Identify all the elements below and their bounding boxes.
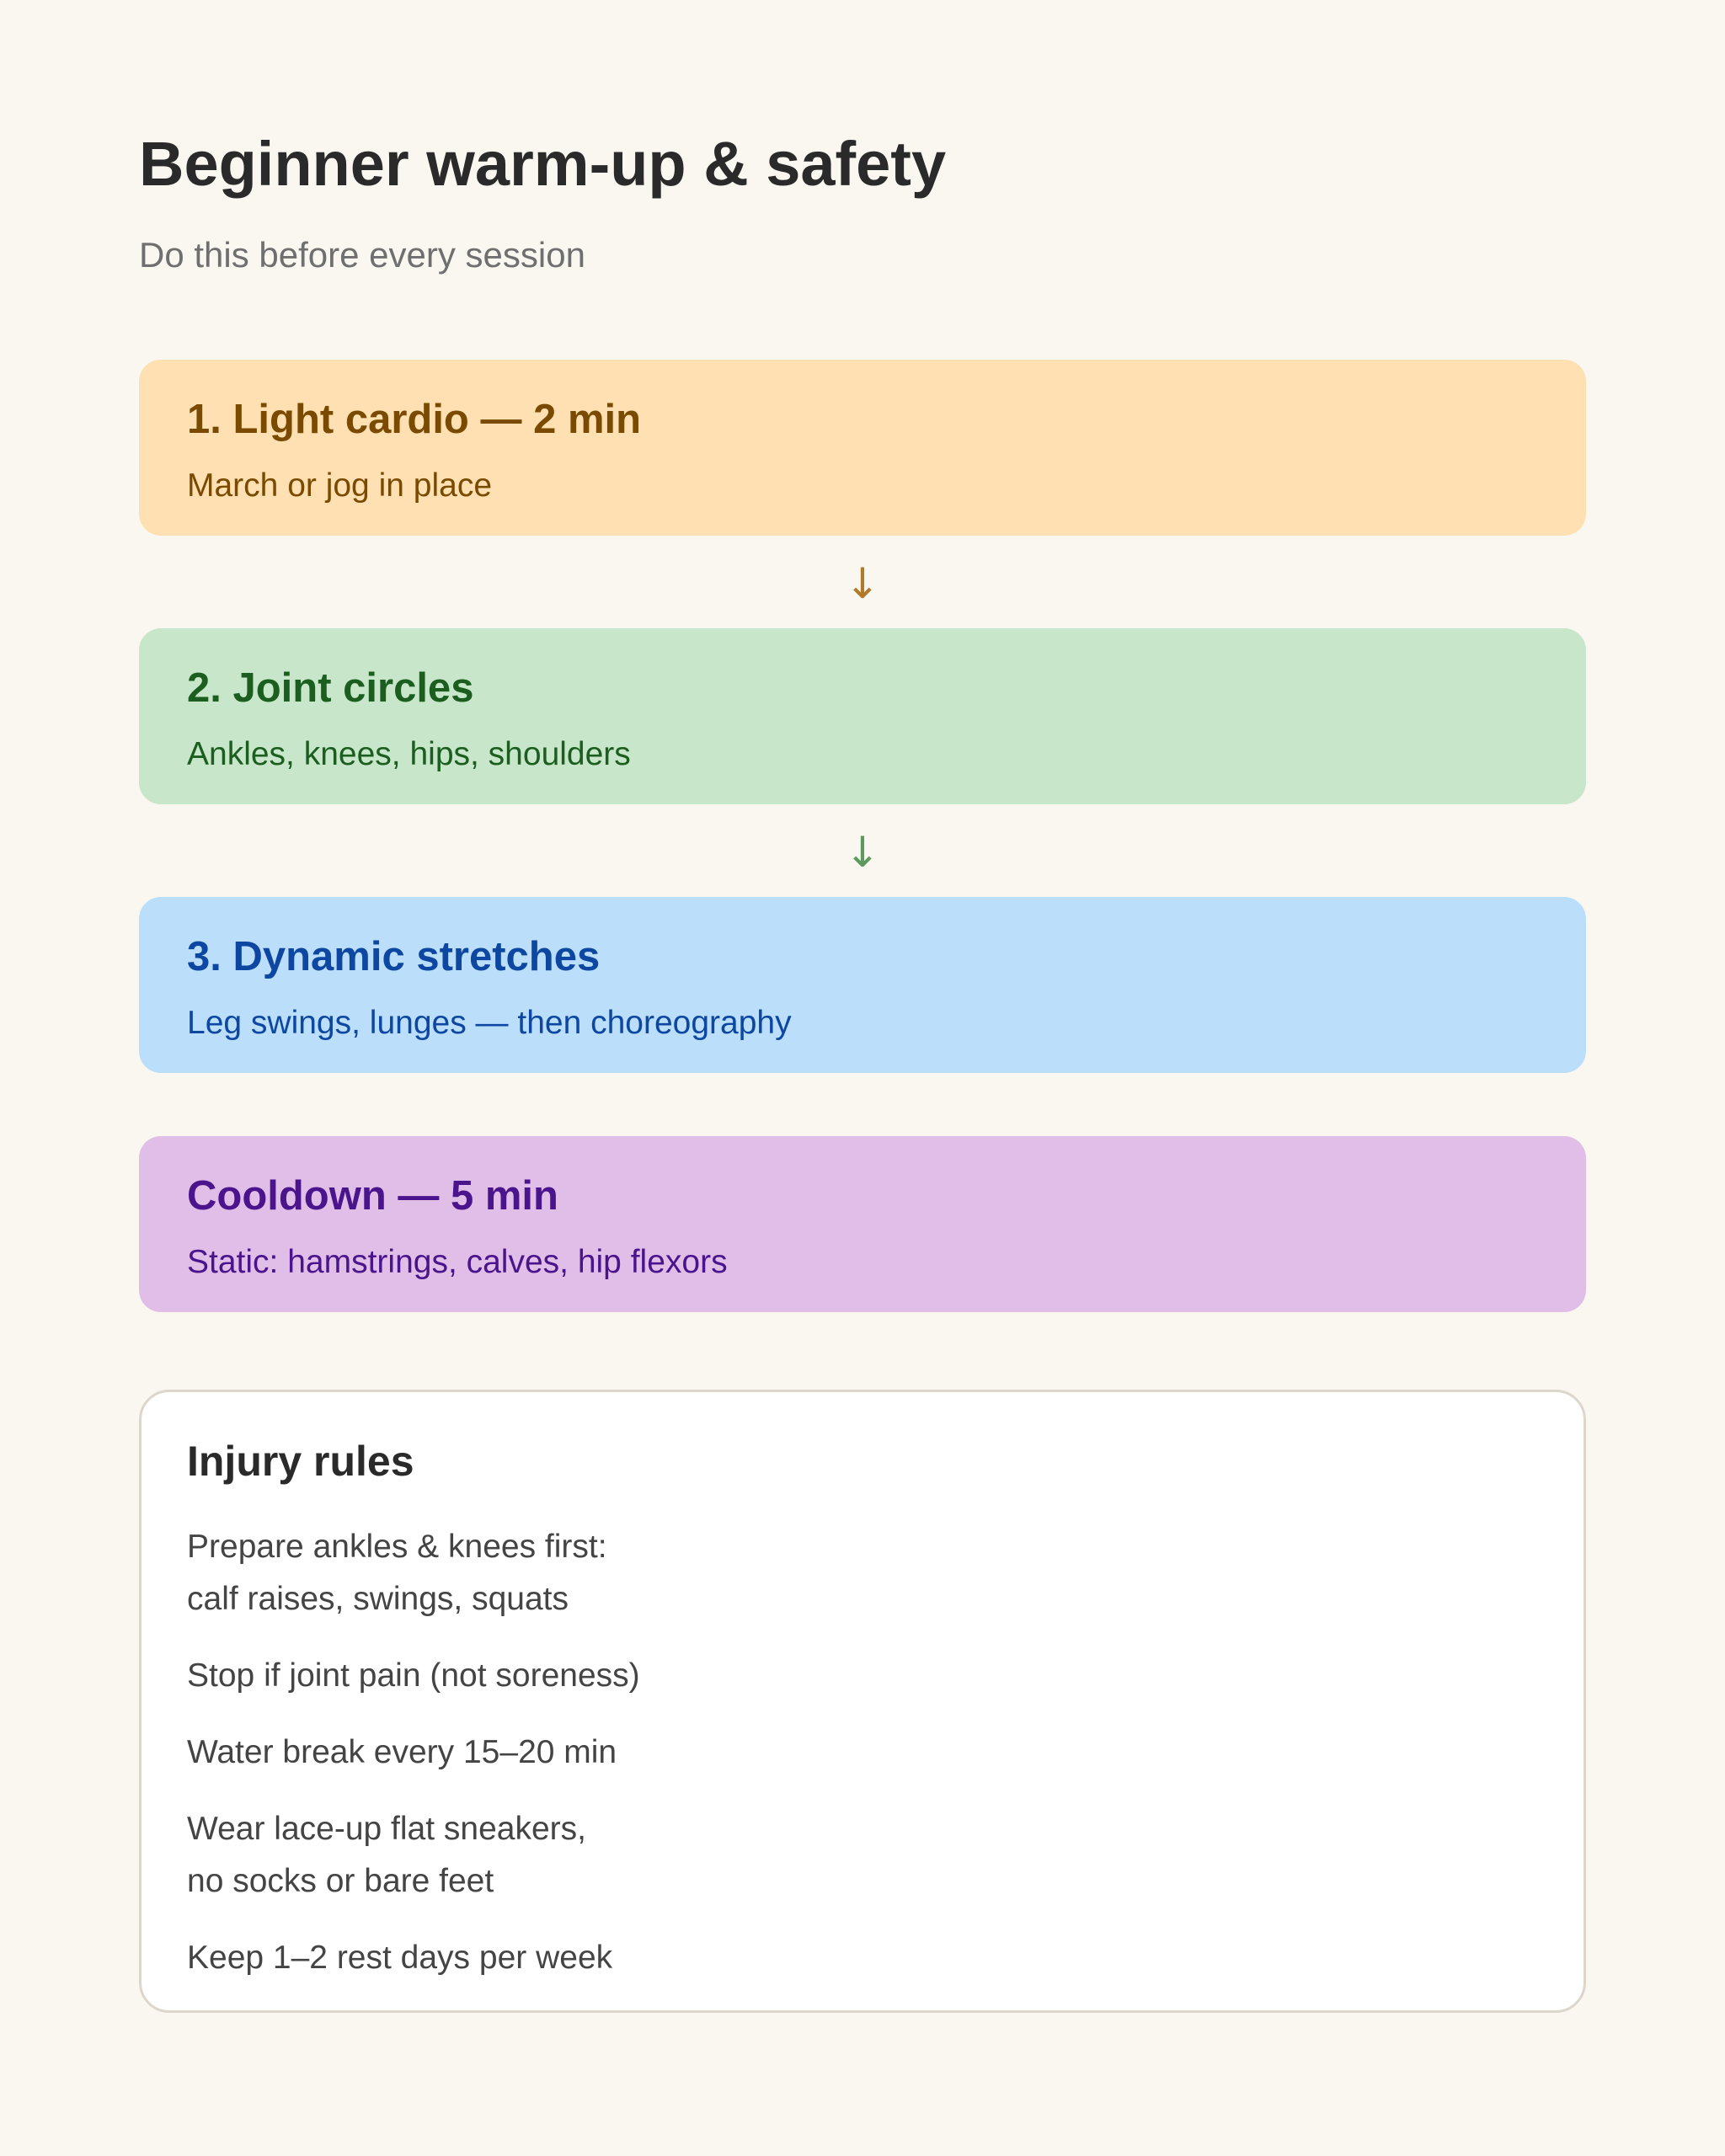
- rule-line: no socks or bare feet: [187, 1863, 494, 1899]
- injury-rules-card: [139, 1390, 1586, 2013]
- step-heading: 2. Joint circles: [187, 665, 474, 711]
- step-card-light-cardio: [139, 360, 1586, 536]
- step-card-dynamic-stretches: [139, 897, 1586, 1073]
- down-arrow-icon: ↓: [845, 828, 880, 877]
- step-card-cooldown: [139, 1136, 1586, 1312]
- step-heading: Cooldown — 5 min: [187, 1173, 558, 1219]
- step-card-joint-circles: [139, 628, 1586, 804]
- down-arrow-icon: ↓: [845, 559, 880, 608]
- injury-rules-title: Injury rules: [187, 1438, 414, 1485]
- rule-item: [187, 1932, 640, 1984]
- rule-line: Water break every 15–20 min: [187, 1734, 617, 1770]
- rule-item: [187, 1650, 640, 1702]
- rule-item: [187, 1726, 640, 1779]
- rule-item: [187, 1803, 640, 1908]
- step-description: Ankles, knees, hips, shoulders: [187, 736, 631, 772]
- rule-line: Stop if joint pain (not soreness): [187, 1657, 640, 1694]
- step-heading: 1. Light cardio — 2 min: [187, 397, 642, 442]
- step-description: Leg swings, lunges — then choreography: [187, 1005, 792, 1041]
- rule-line: calf raises, swings, squats: [187, 1581, 569, 1617]
- rule-line: Prepare ankles & knees first:: [187, 1529, 607, 1565]
- rule-line: Keep 1–2 rest days per week: [187, 1940, 613, 1976]
- step-heading: 3. Dynamic stretches: [187, 934, 601, 979]
- step-description: Static: hamstrings, calves, hip flexors: [187, 1244, 728, 1280]
- injury-rules-list: [187, 1521, 640, 2009]
- page-subtitle: Do this before every session: [139, 235, 585, 275]
- rule-item: [187, 1521, 640, 1625]
- page-title: Beginner warm-up & safety: [139, 129, 947, 199]
- step-description: March or jog in place: [187, 467, 493, 504]
- rule-line: Wear lace-up flat sneakers,: [187, 1811, 586, 1847]
